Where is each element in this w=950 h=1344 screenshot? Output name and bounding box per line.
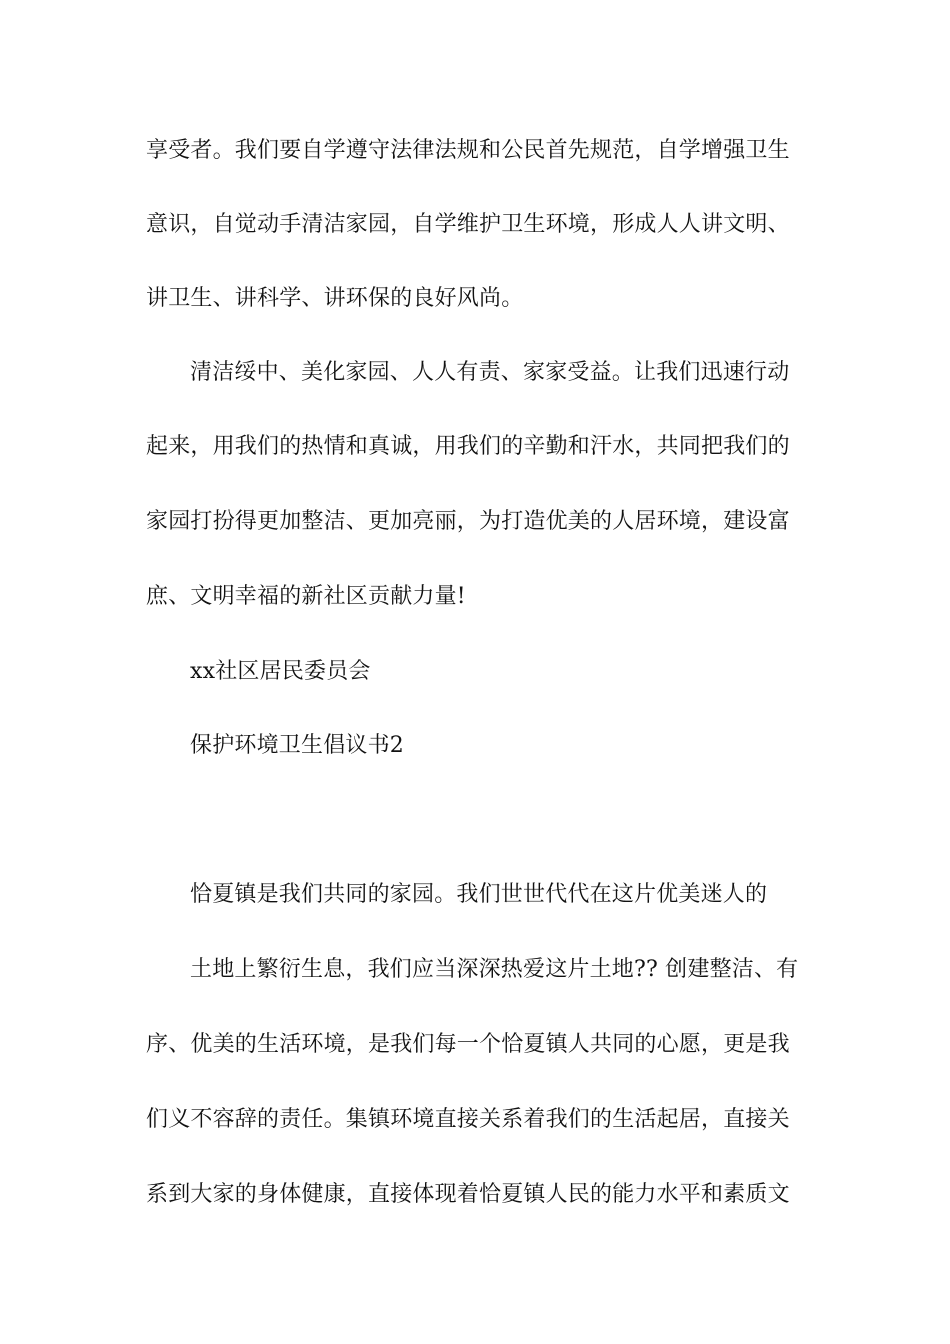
signature-line: xx社区居民委员会 [190,659,371,684]
text-line-2: 意识，自觉动手清洁家园，自学维护卫生环境，形成人人讲文明、 [146,212,790,237]
text-line-7: 庶、文明幸福的新社区贡献力量! [146,584,466,609]
text-line-5: 起来，用我们的热情和真诚，用我们的辛勤和汗水，共同把我们的 [146,434,790,459]
text-line-3: 讲卫生、讲科学、讲环保的良好风尚。 [146,286,524,311]
text-line-6: 家园打扮得更加整洁、更加亮丽，为打造优美的人居环境，建设富 [146,509,790,534]
text-line-1: 享受者。我们要自学遵守法律法规和公民首先规范，自学增强卫生 [146,138,790,163]
text-line-4: 清洁绥中、美化家园、人人有责、家家受益。让我们迅速行动 [190,360,790,385]
text-line-11: 土地上繁衍生息，我们应当深深热爱这片土地?? 创建整洁、有 [190,957,799,982]
section-title: 保护环境卫生倡议书2 [190,733,404,758]
text-line-12: 序、优美的生活环境，是我们每一个恰夏镇人共同的心愿，更是我 [146,1032,790,1057]
text-line-14: 系到大家的身体健康，直接体现着恰夏镇人民的能力水平和素质文 [146,1182,790,1207]
text-line-10: 恰夏镇是我们共同的家园。我们世世代代在这片优美迷人的 [190,882,768,907]
text-line-13: 们义不容辞的责任。集镇环境直接关系着我们的生活起居，直接关 [146,1107,790,1132]
